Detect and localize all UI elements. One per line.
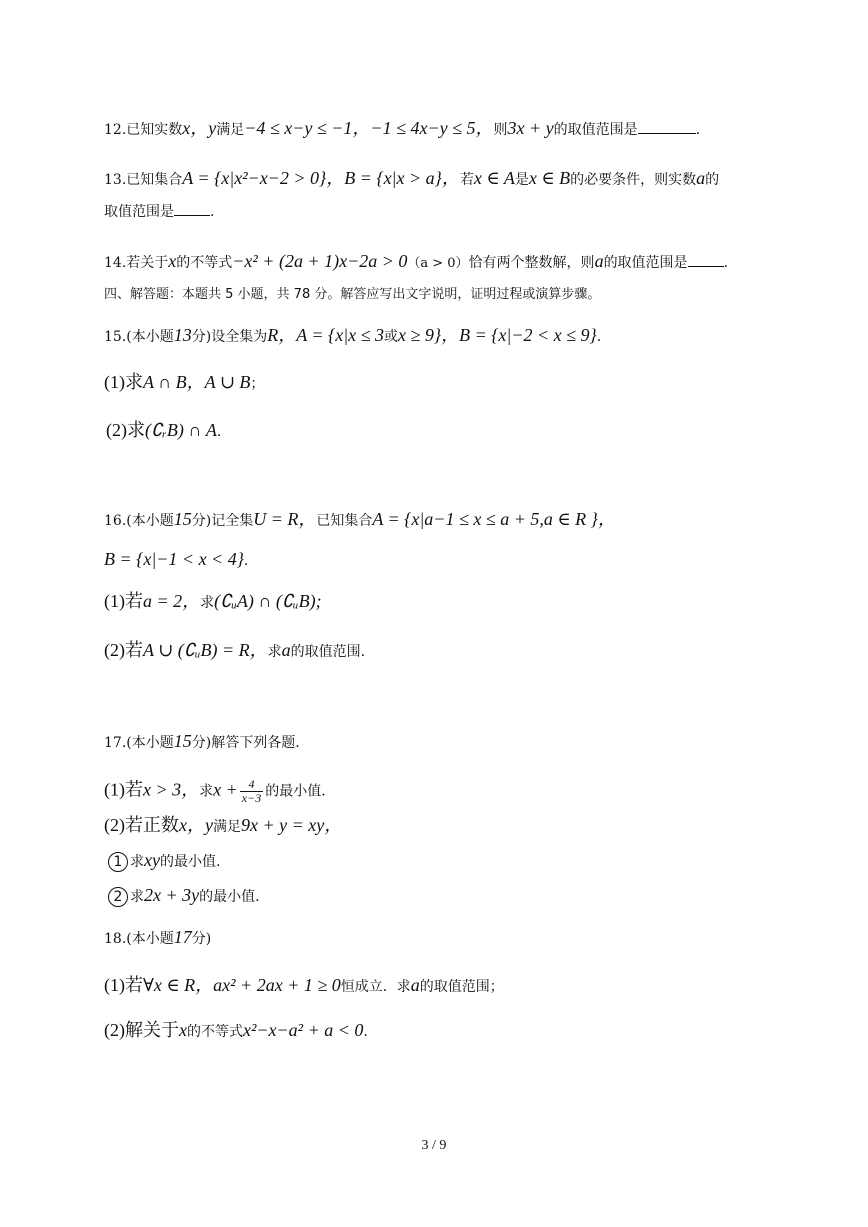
q15-or: 或 [384, 329, 399, 345]
q17-s1-math: xy [144, 850, 160, 870]
q17-s1-text: 求 [130, 854, 144, 870]
q17-p1-text: 求 [199, 783, 214, 800]
q18-p2-end: . [363, 1024, 368, 1040]
q14-inequality: −x² + (2a + 1)x−2a > 0 [232, 251, 408, 271]
q18-p1-end: 的取值范围； [419, 979, 504, 995]
q16-math1: U = R， [253, 509, 317, 529]
q18-p1-math: ∀x ∈ R，ax² + 2ax + 1 ≥ 0 [143, 975, 341, 995]
q13-var: a [696, 168, 706, 188]
q14-condition: （a > 0） [407, 256, 469, 271]
q16-p2-text: 求 [267, 644, 282, 660]
question-16-part2 [104, 639, 365, 663]
q17-p2-vars: x，y [179, 815, 213, 835]
question-13-line2 [104, 201, 214, 223]
question-17-part2 [104, 814, 342, 838]
fraction-denominator: x−3 [241, 791, 262, 805]
q14-lead: 14.若关于 [104, 255, 169, 271]
q15-lead: 15.(本小题 [104, 329, 174, 345]
q17-p2-equation: 9x + y = xy， [240, 815, 343, 835]
q17-s2-math: 2x + 3y [144, 885, 200, 905]
page-number: 3 / 9 [421, 1138, 447, 1153]
q16-lead: 16.(本小题 [104, 513, 174, 529]
q13-end: . [210, 204, 215, 220]
q16-p2-end: 的取值范围. [290, 644, 366, 660]
q17-p1-math: x > 3， [143, 779, 200, 800]
q16-text1: 分)记全集 [191, 513, 254, 529]
question-15-part2 [106, 419, 221, 443]
question-17-part1 [104, 778, 326, 805]
answer-blank [638, 119, 696, 134]
q17-p1-x: x + [213, 779, 238, 800]
q15-p1-end: ； [250, 376, 265, 392]
question-17-sub2 [108, 884, 260, 908]
q15-score: 13 [173, 325, 192, 345]
q17-text1: 分)解答下列各题. [191, 735, 300, 751]
q15-p1-lead: (1)求 [104, 372, 143, 392]
q18-p2-lead: (2)解关于 [104, 1020, 179, 1040]
q12-text2: 则 [493, 122, 508, 138]
q16-p1-lead: (1)若 [104, 591, 143, 611]
q16-p2-var: a [281, 640, 291, 660]
question-13 [104, 167, 719, 191]
q13-text2: 是 [514, 172, 529, 188]
q16-text2: 已知集合 [316, 513, 373, 529]
q15-math1: R，A = {x|x ≤ 3 [267, 325, 385, 345]
q16-setB: B = {x|−1 < x < 4} [104, 549, 244, 569]
q18-p2-text: 的不等式 [187, 1024, 243, 1040]
answer-blank [688, 252, 724, 267]
q15-p1-math: A ∩ B，A ∪ B [143, 372, 251, 392]
q14-text3: 的取值范围是 [603, 255, 688, 271]
question-14 [104, 250, 728, 275]
q13-sets: A = {x|x²−x−2 > 0}，B = {x|x > a}， [182, 168, 460, 188]
q18-p2-math: x²−x−a² + a < 0 [243, 1020, 364, 1040]
question-12 [104, 117, 700, 141]
q16-score: 15 [173, 509, 192, 529]
question-18-part2 [104, 1019, 368, 1043]
question-15 [104, 324, 601, 348]
q15-p2-lead: (2)求 [106, 420, 145, 440]
q17-p2-text: 满足 [212, 819, 241, 835]
circled-number-2: 2 [108, 887, 128, 907]
q17-fraction [240, 778, 263, 805]
question-18-part1 [104, 974, 504, 998]
question-16-part1 [104, 590, 322, 614]
q15-p2-end: . [216, 424, 222, 440]
q13-cond1: x ∈ A [473, 168, 515, 188]
question-18 [104, 926, 211, 950]
question-17-sub1 [108, 849, 220, 873]
q16-math2: A = {x|a−1 ≤ x ≤ a + 5,a ∈ R }， [372, 509, 616, 529]
q17-s2-end: 的最小值. [199, 889, 260, 905]
q12-text3: 的取值范围是 [553, 122, 638, 138]
q18-text1: 分) [191, 931, 212, 947]
question-17 [104, 730, 300, 754]
question-16-line2 [104, 548, 248, 572]
q17-p1-lead: (1)若 [104, 779, 143, 800]
q16-p2-lead: (2)若 [104, 640, 143, 660]
q15-end: . [596, 329, 602, 345]
q16-p1-text: 求 [200, 595, 215, 611]
q18-p1-lead: (1)若 [104, 975, 143, 995]
q13-text3: 的必要条件，则实数 [570, 172, 697, 188]
q18-p1-var: a [410, 975, 420, 995]
q14-var2: a [594, 251, 604, 271]
q12-expression: 3x + y [507, 118, 554, 138]
q13-line2: 取值范围是 [104, 204, 174, 220]
q16-p2-math: A ∪ (∁ᵤB) = R， [143, 640, 268, 660]
q18-lead: 18.(本小题 [104, 931, 174, 947]
q15-math2: x ≥ 9}，B = {x|−2 < x ≤ 9} [398, 325, 597, 345]
q17-s2-text: 求 [130, 889, 144, 905]
q18-score: 17 [173, 927, 192, 947]
q17-s1-end: 的最小值. [159, 854, 221, 870]
q13-text1: 若 [459, 172, 474, 188]
q12-lead: 12.已知实数 [104, 122, 183, 138]
q12-vars: x，y [182, 118, 217, 138]
q14-text2: 恰有两个整数解，则 [468, 255, 595, 271]
q17-p1-end: 的最小值. [265, 783, 326, 800]
q15-p2-math: (∁ᵣB) ∩ A [145, 420, 217, 440]
q14-text1: 的不等式 [176, 255, 233, 271]
q16-p1-math1: a = 2， [143, 591, 201, 611]
q18-p1-text: 恒成立．求 [340, 979, 411, 995]
q12-text1: 满足 [216, 122, 245, 138]
q16-p1-math2: (∁ᵤA) ∩ (∁ᵤB); [214, 591, 322, 611]
section-heading: 四、解答题：本题共 5 小题，共 78 分。解答应写出文字说明，证明过程或演算步骤。 [104, 287, 601, 302]
q18-p2-var: x [179, 1020, 187, 1040]
q13-cond2: x ∈ B [528, 168, 571, 188]
answer-blank [174, 201, 210, 216]
fraction-numerator: 4 [240, 778, 263, 792]
q17-score: 15 [173, 731, 192, 751]
q14-end: . [723, 255, 729, 271]
q16-line2-end: . [243, 553, 249, 569]
circled-number-1: 1 [108, 852, 128, 872]
q15-text1: 分)设全集为 [191, 329, 268, 345]
question-15-part1 [104, 371, 264, 395]
q13-lead: 13.已知集合 [104, 172, 183, 188]
q17-p2-lead: (2)若正数 [104, 815, 179, 835]
q17-lead: 17.(本小题 [104, 735, 174, 751]
q12-inequality: −4 ≤ x−y ≤ −1，−1 ≤ 4x−y ≤ 5， [244, 118, 494, 138]
q13-text4: 的 [705, 172, 720, 188]
q14-var: x [168, 251, 177, 271]
question-16 [104, 508, 616, 532]
q12-end: . [695, 122, 701, 138]
